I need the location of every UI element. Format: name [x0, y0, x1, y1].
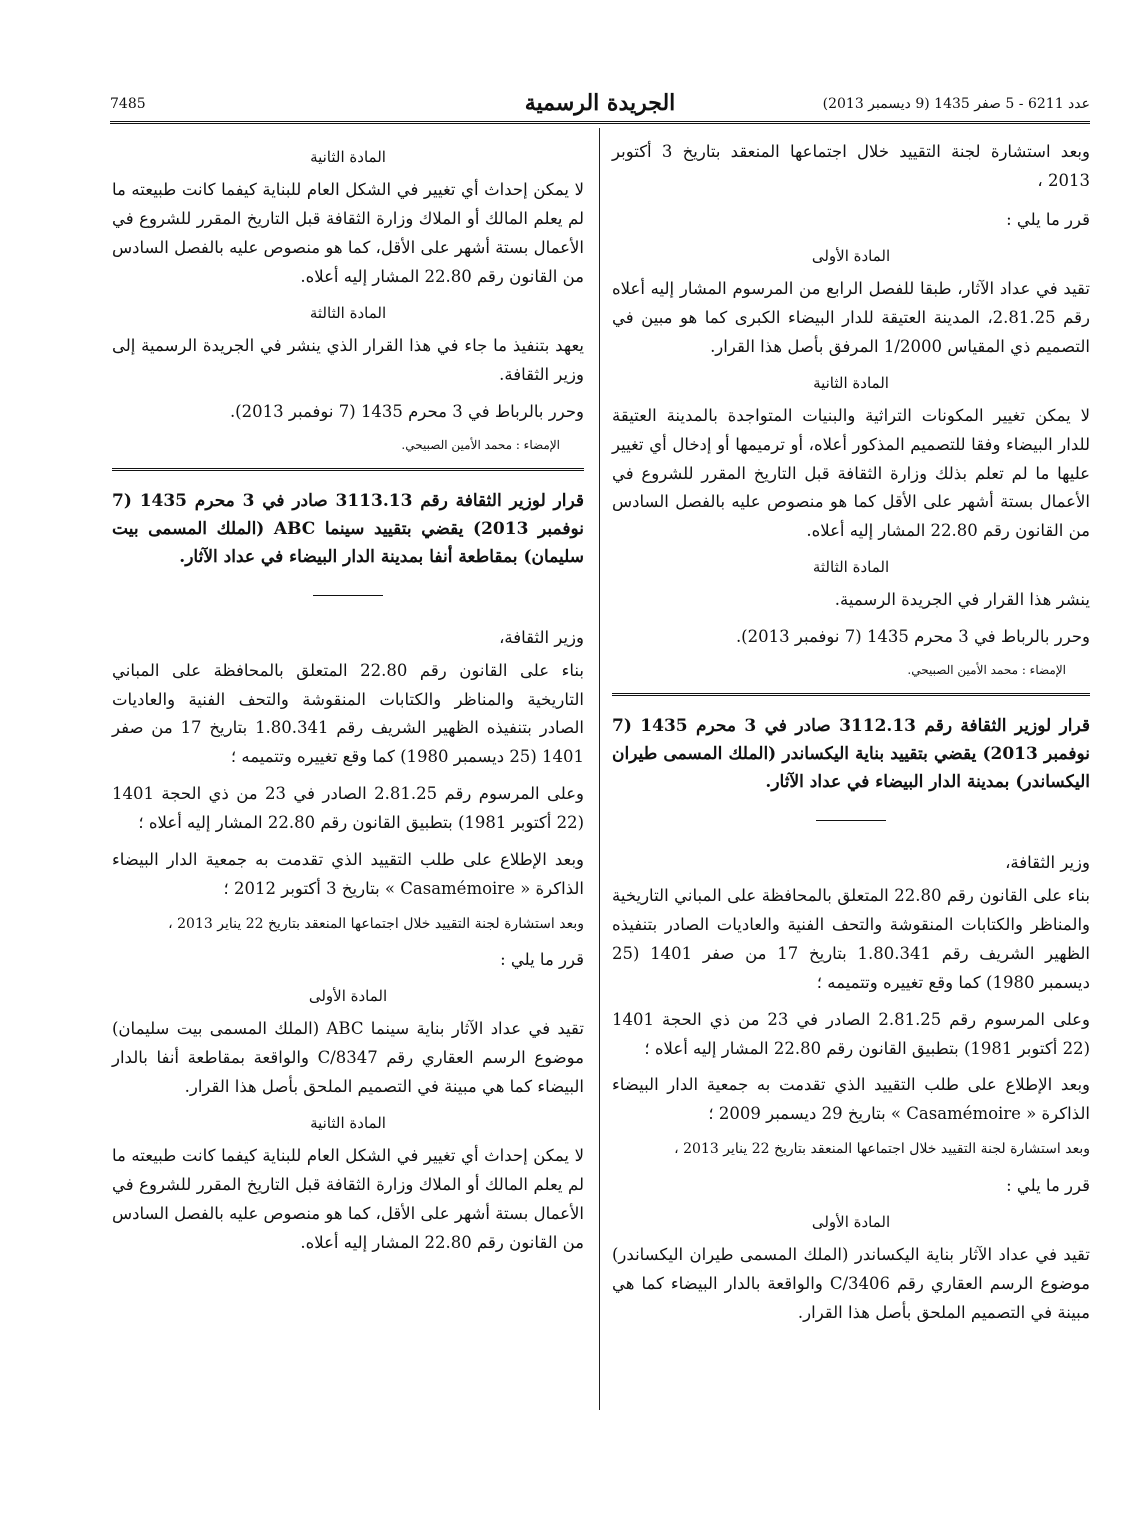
- ministry-line: وزير الثقافة،: [1005, 853, 1090, 873]
- signature: الإمضاء : محمد الأمين الصبيحي.: [907, 663, 1066, 678]
- decision-heading: قرر ما يلي :: [1006, 209, 1090, 229]
- article-3-text: يعهد بتنفيذ ما جاء في هذا القرار الذي ينشر في الجريدة الرسمية إلى وزير الثقافة.: [112, 336, 584, 384]
- article-2-text: لا يمكن إحداث أي تغيير في الشكل العام للبناية كيفما كانت طبيعته ما لم يعلم المالك أو الملاك وزارة الثقافة قبل التاريخ المقرر للشروع في الأعمال بستة أشهر على الأقل، كما هو منصوص عليه بالفصل السادس من القانون رقم 22.80 المشار إليه أعلاه.: [112, 180, 584, 286]
- article-1-text: تقيد في عداد الآثار بناية سينما ABC (الملك المسمى بيت سليمان) موضوع الرسم العقاري رقم C/8347 والواقعة بمقاطعة أنفا بالدار البيضاء كما هي مبينة في التصميم الملحق بأصل هذا القرار.: [112, 1019, 584, 1097]
- signature: الإمضاء : محمد الأمين الصبيحي.: [401, 437, 560, 452]
- article-1-text: تقيد في عداد الآثار بناية اليكساندر (الملك المسمى طيران اليكساندر) موضوع الرسم العقاري رقم C/3406 والواقعة بالدار البيضاء كما هي مبينة في التصميم الملحق بأصل هذا القرار.: [612, 1244, 1090, 1322]
- decision-heading: قرر ما يلي :: [1006, 1175, 1090, 1195]
- article-3-title: المادة الثالثة: [309, 303, 387, 322]
- short-divider: [816, 820, 886, 821]
- right-column: [612, 138, 1090, 1335]
- section-divider: [112, 468, 584, 471]
- paragraph-request: وبعد الإطلاع على طلب التقييد الذي تقدمت به جمعية الدار البيضاء الذاكرة « Casamémoire » بتاريخ 29 ديسمبر 2009 ؛: [612, 1075, 1090, 1124]
- paragraph-law: بناء على القانون رقم 22.80 المتعلق بالمحافظة على المباني التاريخية والمناظر والكتابات المنقوشة والتحف الفنية والعاديات الصادر بتنفيذه الظهير الشريف رقم 1.80.341 بتاريخ 17 من صفر 1401 (25 ديسمبر 1980) كما وقع تغييره وتتميمه ؛: [112, 660, 584, 767]
- article-2-text: لا يمكن تغيير المكونات التراثية والبنيات المتواجدة بالمدينة العتيقة للدار البيضاء وفقا للتصميم المذكور أعلاه، أو ترميمها أو إدخال أي تغيير عليها ما لم تعلم بذلك وزارة الثقافة قبل التاريخ المقرر للشروع في الأعمال بستة أشهر على الأقل كما هو منصوص عليه بالفصل السادس من القانون رقم 22.80 المشار إليه أعلاه.: [612, 405, 1090, 541]
- article-2-title: المادة الثانية: [813, 373, 889, 392]
- decree-title: قرار لوزير الثقافة رقم 3113.13 صادر في 3 محرم 1435 (7 نوفمبر 2013) يقضي بتقييد سينما ABC (الملك المسمى بيت سليمان) بمقاطعة أنفا بمدينة الدار البيضاء في عداد الآثار.: [112, 490, 584, 567]
- page-number: 7485: [110, 96, 146, 112]
- paragraph-consultation: وبعد استشارة لجنة التقييد خلال اجتماعها المنعقد بتاريخ 3 أكتوبر 2013 ،: [612, 142, 1090, 190]
- article-3-title: المادة الثالثة: [812, 558, 890, 577]
- column-divider: [599, 128, 600, 1410]
- decree-title: قرار لوزير الثقافة رقم 3112.13 صادر في 3 محرم 1435 (7 نوفمبر 2013) يقضي بتقييد بناية اليكساندر (الملك المسمى طيران اليكساندر) بمدينة الدار البيضاء في عداد الآثار.: [612, 716, 1090, 793]
- article-2-title: المادة الثانية: [310, 148, 386, 166]
- article-1-title: المادة الأولى: [308, 987, 388, 1006]
- paragraph-decree: وعلى المرسوم رقم 2.81.25 الصادر في 23 من ذي الحجة 1401 (22 أكتوبر 1981) بتطبيق القانون رقم 22.80 المشار إليه أعلاه ؛: [612, 1009, 1090, 1058]
- article-1-title: المادة الأولى: [811, 246, 891, 265]
- short-divider: [313, 595, 383, 596]
- section-divider: [612, 693, 1090, 696]
- article-2-text: لا يمكن إحداث أي تغيير في الشكل العام للبناية كيفما كانت طبيعته ما لم يعلم المالك أو الملاك وزارة الثقافة قبل التاريخ المقرر للشروع في الأعمال بستة أشهر على الأقل، كما هو منصوص عليه بالفصل السادس من القانون رقم 22.80 المشار إليه أعلاه.: [112, 1146, 584, 1252]
- paragraph-request: وبعد الإطلاع على طلب التقييد الذي تقدمت به جمعية الدار البيضاء الذاكرة « Casamémoire » بتاريخ 3 أكتوبر 2012 ؛: [112, 849, 584, 898]
- decision-heading: قرر ما يلي :: [500, 950, 584, 970]
- article-2-title: المادة الثانية: [310, 1113, 386, 1132]
- page-header: [110, 92, 1090, 118]
- header-divider: [110, 121, 1090, 124]
- issue-line: عدد 6211 - 5 صفر 1435 (9 ديسمبر 2013): [822, 96, 1090, 112]
- date-line: وحرر بالرباط في 3 محرم 1435 (7 نوفمبر 2013).: [229, 401, 584, 421]
- journal-title: الجريدة الرسمية: [524, 90, 676, 116]
- left-column: [112, 138, 584, 1266]
- paragraph-law: بناء على القانون رقم 22.80 المتعلق بالمحافظة على المباني التاريخية والمناظر والكتابات المنقوشة والتحف الفنية والعاديات الصادر بتنفيذه الظهير الشريف رقم 1.80.341 بتاريخ 17 من صفر 1401 (25 ديسمبر 1980) كما وقع تغييره وتتميمه ؛: [612, 886, 1091, 992]
- paragraph-decree: وعلى المرسوم رقم 2.81.25 الصادر في 23 من ذي الحجة 1401 (22 أكتوبر 1981) بتطبيق القانون رقم 22.80 المشار إليه أعلاه ؛: [112, 784, 585, 833]
- paragraph-consultation: وبعد استشارة لجنة التقييد خلال اجتماعها المنعقد بتاريخ 22 يناير 2013 ،: [674, 1141, 1090, 1158]
- article-1-title: المادة الأولى: [811, 1212, 891, 1231]
- article-1-text: تقيد في عداد الآثار، طبقا للفصل الرابع من المرسوم المشار إليه أعلاه رقم 2.81.25، المدينة العتيقة للدار البيضاء الكبرى كما هو مبين في التصميم ذي المقياس 1/2000 المرفق بأصل هذا القرار.: [612, 278, 1090, 356]
- paragraph-consultation: وبعد استشارة لجنة التقييد خلال اجتماعها المنعقد بتاريخ 22 يناير 2013 ،: [168, 915, 584, 932]
- date-line: وحرر بالرباط في 3 محرم 1435 (7 نوفمبر 2013).: [735, 627, 1090, 647]
- article-3-text: ينشر هذا القرار في الجريدة الرسمية.: [834, 590, 1090, 610]
- ministry-line: وزير الثقافة،: [499, 627, 584, 647]
